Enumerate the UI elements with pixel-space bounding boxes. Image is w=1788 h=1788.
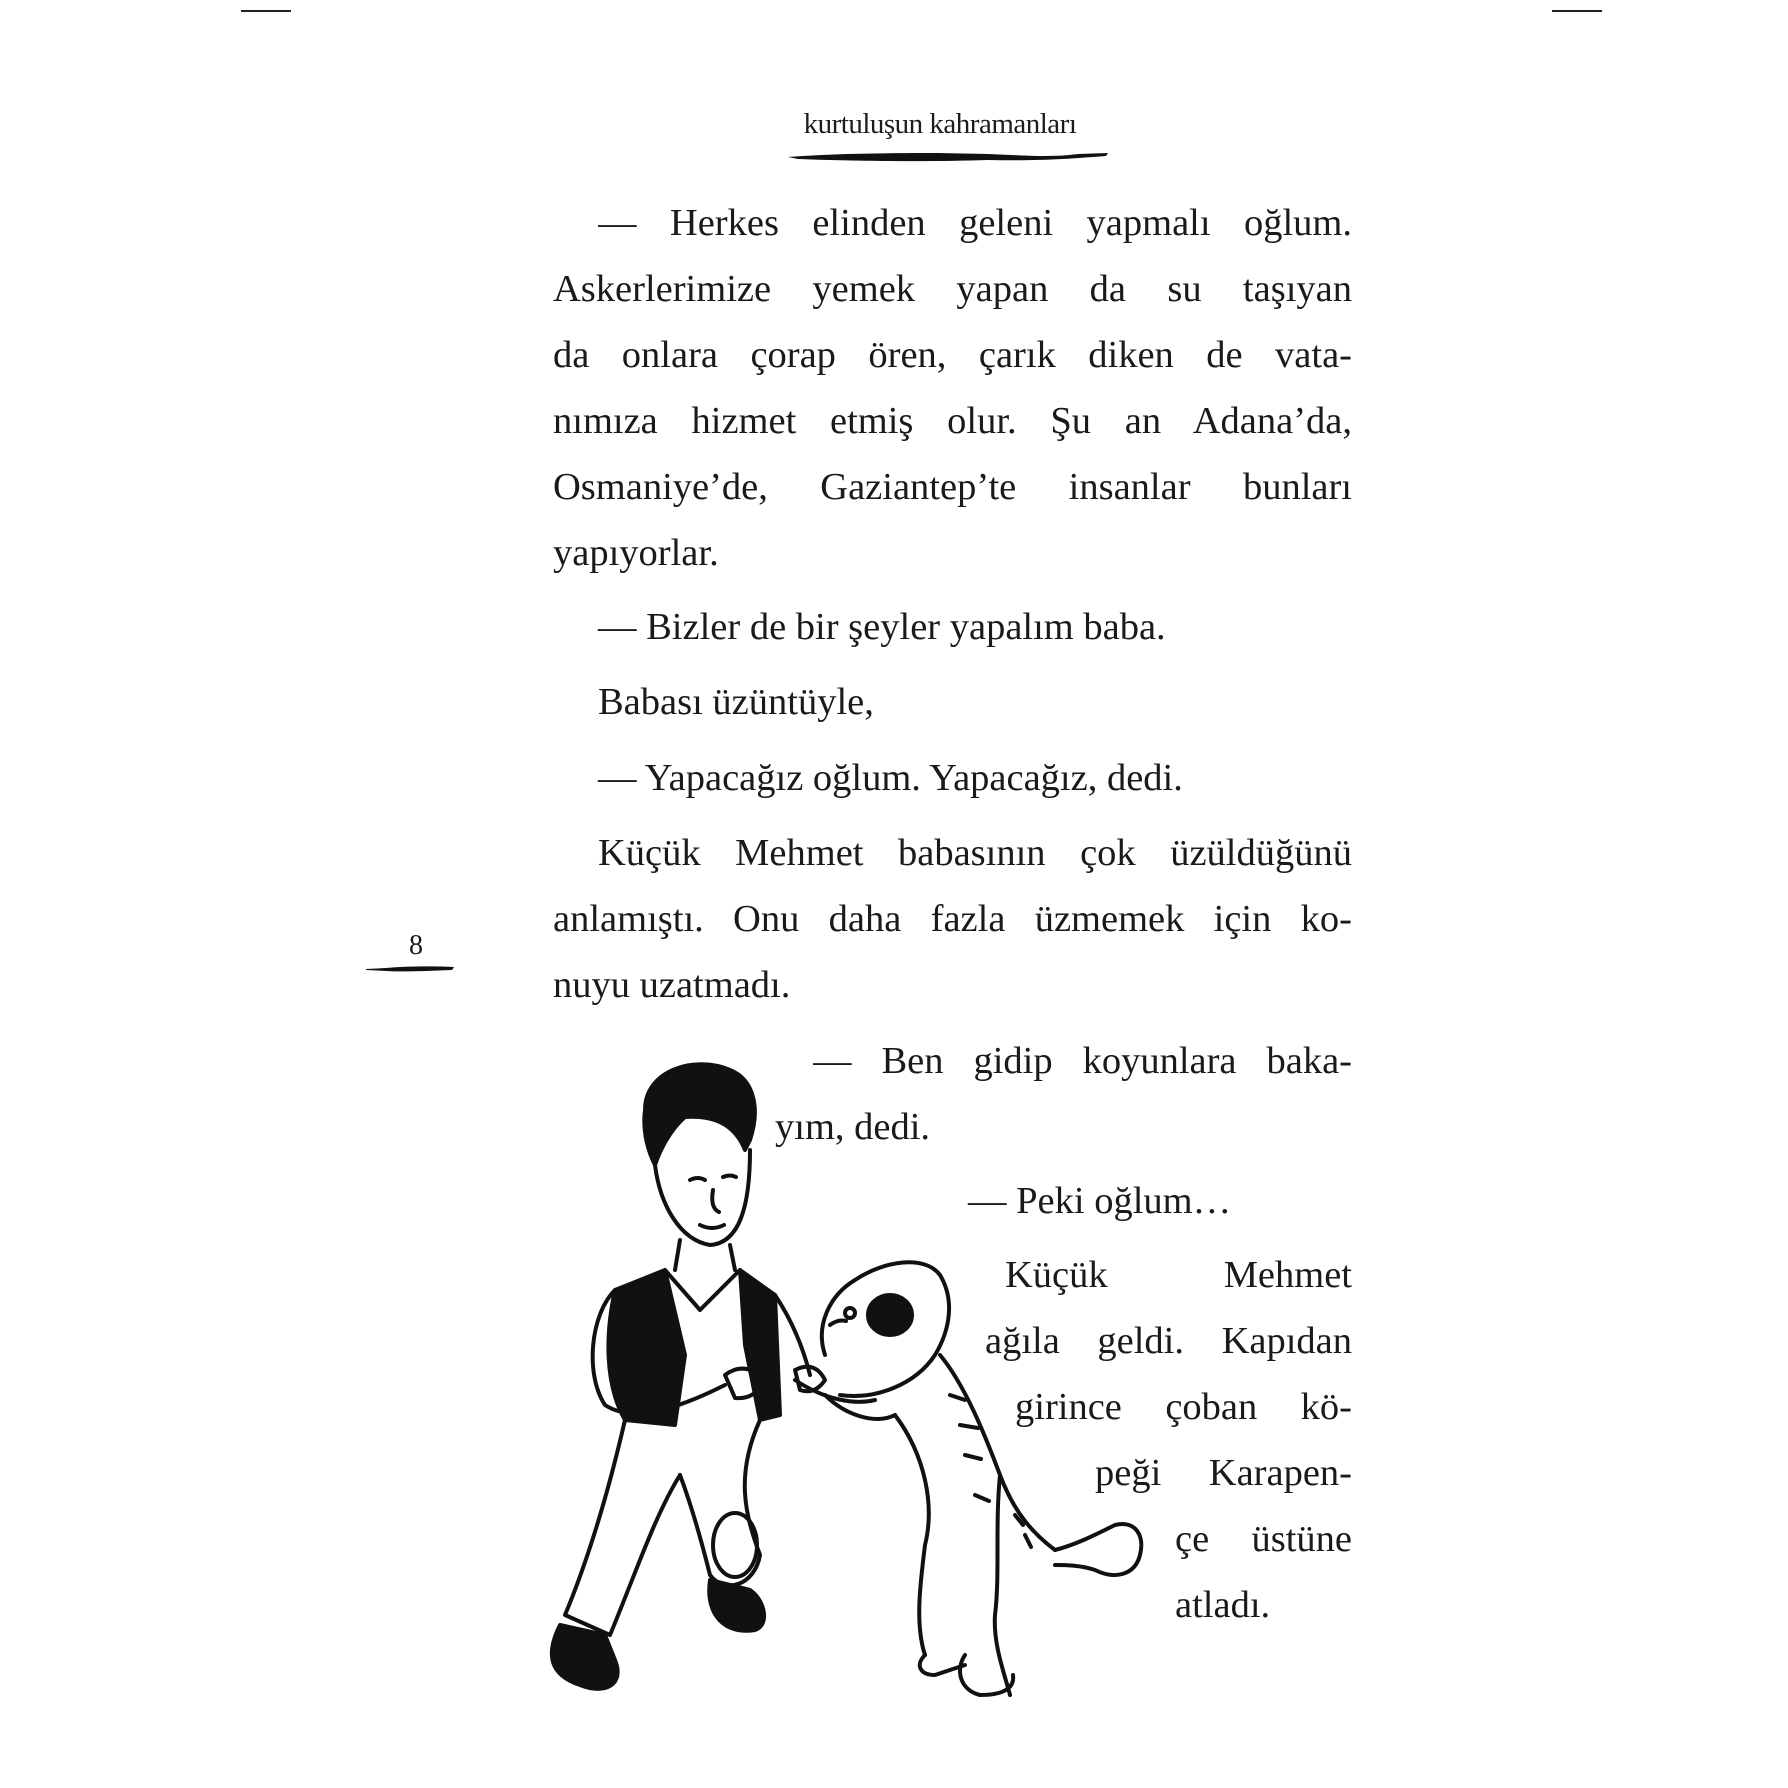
header-brush-rule (788, 150, 1108, 164)
crop-mark-left (241, 10, 291, 12)
text-line: nuyu uzatmadı. (553, 964, 791, 1006)
text-line: — Herkes elinden geleni yapmalı oğlum. (598, 202, 1352, 244)
boy-and-dog-illustration (495, 1055, 1175, 1735)
text-line: çe üstüne (1175, 1518, 1352, 1560)
text-line: Osmaniye’de, Gaziantep’te insanlar bunları (553, 466, 1352, 508)
text-line: — Yapacağız oğlum. Yapacağız, dedi. (598, 757, 1183, 799)
page-number-brush-rule (366, 964, 456, 974)
text-line: — Bizler de bir şeyler yapalım baba. (598, 606, 1166, 648)
text-line: peği Karapen- (1095, 1452, 1352, 1494)
text-line: ağıla geldi. Kapıdan (985, 1320, 1352, 1362)
crop-mark-right (1552, 10, 1602, 12)
text-line: atladı. (1175, 1584, 1271, 1626)
text-line: — Ben gidip koyunlara baka- (813, 1040, 1352, 1082)
text-line: nımıza hizmet etmiş olur. Şu an Adana’da, (553, 400, 1352, 442)
text-line: anlamıştı. Onu daha fazla üzmemek için ko- (553, 898, 1352, 940)
text-line: Askerlerimize yemek yapan da su taşıyan (553, 268, 1352, 310)
text-line: yapıyorlar. (553, 532, 719, 574)
running-head: kurtuluşun kahramanları (803, 108, 1077, 140)
text-line: girince çoban kö- (1015, 1386, 1352, 1428)
text-line: — Peki oğlum… (968, 1180, 1232, 1222)
text-line: Babası üzüntüyle, (598, 681, 874, 723)
text-line: Küçük Mehmet babasının çok üzüldüğünü (598, 832, 1352, 874)
text-line: yım, dedi. (775, 1106, 931, 1148)
text-line: da onlara çorap ören, çarık diken de vata- (553, 334, 1352, 376)
text-line: Küçük Mehmet (1005, 1254, 1352, 1296)
page-number: 8 (409, 930, 423, 961)
